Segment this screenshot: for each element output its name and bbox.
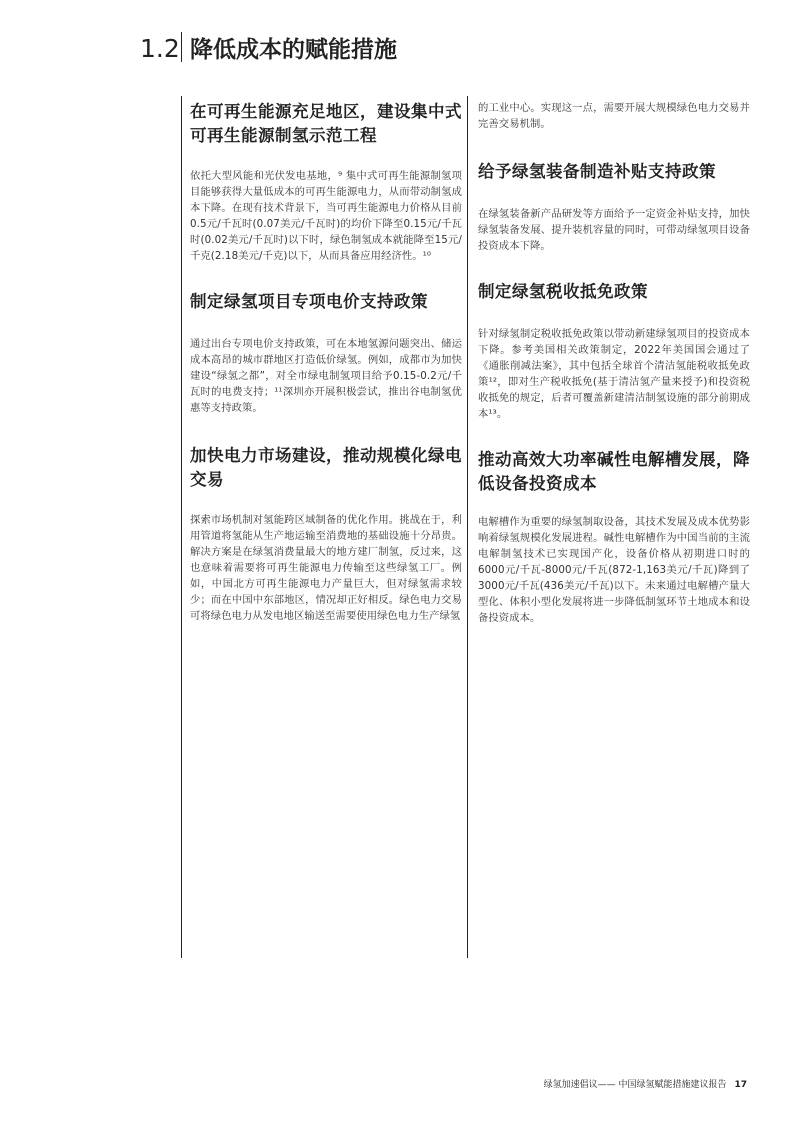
page-number: 17 — [734, 1080, 747, 1090]
article-block — [478, 100, 750, 132]
article-block — [478, 280, 750, 422]
section-divider — [181, 32, 182, 62]
article-body-continued: 的工业中心。实现这一点，需要开展大规模绿色电力交易并完善交易机制。 — [478, 102, 750, 130]
article-body: 针对绿氢制定税收抵免政策以带动新建绿氢项目的投资成本下降。参考美国相关政策制定，2022年美国国会通过了《通胀削减法案》，其中包括全球首个清洁氢能税收抵免政策¹²，即对生产税收抵免(基于清洁氢产量来授予)和投资税收抵免的规定，后者可覆盖新建清洁制氢设施的部分前期成本¹³。 — [478, 328, 750, 420]
article-block — [478, 448, 750, 626]
article-body: 电解槽作为重要的绿氢制取设备，其技术发展及成本优势影响着绿氢规模化发展进程。碱性电解槽作为中国当前的主流电解制氢技术已实现国产化，设备价格从初期进口时的6000元/千瓦-8000元/千瓦(872-1,163美元/千瓦)降到了3000元/千瓦(436美元/千瓦)以下。未来通过电解槽产量大型化、体积小型化发展将进一步降低制氢环节土地成本和设备投资成本。 — [478, 516, 750, 624]
article-heading: 推动高效大功率碱性电解槽发展，降低设备投资成本 — [478, 450, 750, 493]
right-column-rule — [467, 96, 468, 958]
left-column — [190, 96, 462, 624]
section-header — [140, 32, 180, 64]
article-block — [190, 290, 462, 416]
article-body: 探索市场机制对氢能跨区域制备的优化作用。挑战在于，利用管道将氢能从生产地运输至消费地的基础设施十分昂贵。解决方案是在绿氢消费量最大的地方建厂制氢，反过来，这也意味着需要将可再生能源电力传输至这些绿氢工厂。例如，中国北方可再生能源电力产量巨大，但对绿氢需求较少；而在中国中东部地区，情况却正好相反。绿色电力交易可将绿色电力从发电地区输送至需要使用绿色电力生产绿氢 — [190, 514, 462, 622]
section-title: 降低成本的赋能措施 — [190, 37, 397, 63]
footer-report-title: 绿氢加速倡议—— 中国绿氢赋能措施建议报告 — [543, 1080, 727, 1090]
article-block — [190, 100, 462, 264]
article-heading: 制定绿氢税收抵免政策 — [478, 282, 648, 301]
article-block — [478, 160, 750, 254]
right-column — [478, 96, 750, 626]
section-number: 1.2 — [140, 33, 180, 63]
article-heading: 给予绿氢装备制造补贴支持政策 — [478, 162, 716, 181]
article-body: 通过出台专项电价支持政策，可在本地氢源问题突出、储运成本高昂的城市群地区打造低价绿氢。例如，成都市为加快建设“绿氢之都”，对全市绿电制氢项目给予0.15-0.2元/千瓦时的电费支持；¹¹深圳亦开展积极尝试，推出谷电制氢优惠等支持政策。 — [190, 338, 462, 414]
article-heading: 加快电力市场建设，推动规模化绿电交易 — [190, 446, 462, 489]
left-column-rule — [181, 96, 182, 958]
article-body: 依托大型风能和光伏发电基地，⁹ 集中式可再生能源制氢项目能够获得大量低成本的可再生能源电力，从而带动制氢成本下降。在现有技术背景下，当可再生能源电力价格从目前0.5元/千瓦时(0.07美元/千瓦时)的均价下降至0.15元/千瓦时(0.02美元/千瓦时)以下时，绿色制氢成本就能降至15元/千克(2.18美元/千克)以下，从而具备应用经济性。¹⁰ — [190, 170, 462, 262]
article-heading: 制定绿氢项目专项电价支持政策 — [190, 292, 428, 311]
article-heading: 在可再生能源充足地区，建设集中式可再生能源制氢示范工程 — [190, 102, 462, 145]
article-body: 在绿氢装备新产品研发等方面给予一定资金补贴支持，加快绿氢装备发展、提升装机容量的同时，可带动绿氢项目设备投资成本下降。 — [478, 208, 750, 252]
article-block — [190, 444, 462, 624]
page-footer — [544, 1077, 747, 1090]
